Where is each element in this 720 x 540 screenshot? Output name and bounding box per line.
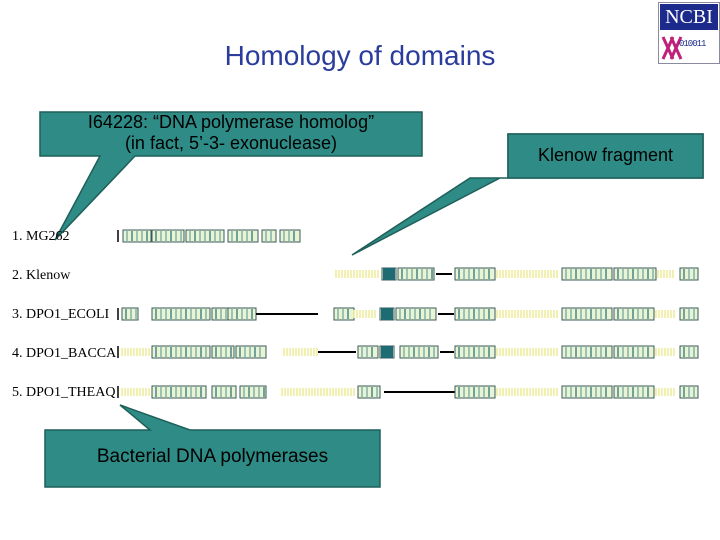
ncbi-logo-text: NCBI xyxy=(660,4,718,30)
domain-block xyxy=(398,268,434,280)
row-label-dpo1-bacca: 4. DPO1_BACCA xyxy=(12,346,117,361)
domain-block xyxy=(562,346,612,358)
callout-i64228-line1: I64228: “DNA polymerase homolog” xyxy=(87,112,375,132)
domain-block xyxy=(614,268,656,280)
domain-block xyxy=(262,230,276,242)
domain-block xyxy=(358,346,378,358)
ncbi-logo-binary: 010011 xyxy=(679,39,706,49)
domain-block xyxy=(562,308,612,320)
slide-title: Homology of domains xyxy=(224,40,496,71)
row-label-mg262: 1. MG262 xyxy=(12,229,70,244)
row-label-dpo1-ecoli: 3. DPO1_ECOLI xyxy=(12,307,110,322)
dark-domain xyxy=(381,346,393,358)
row-label-dpo1-theaq: 5. DPO1_THEAQ xyxy=(12,385,116,400)
callout-bacterial-text: Bacterial DNA polymerases xyxy=(96,446,329,467)
domain-block xyxy=(562,386,612,398)
dark-domain xyxy=(383,268,395,280)
dark-domain xyxy=(381,308,393,320)
domain-block xyxy=(562,268,612,280)
domain-block xyxy=(152,230,184,242)
callout-klenow-text: Klenow fragment xyxy=(537,145,674,165)
domain-block xyxy=(334,308,354,320)
row-label-klenow: 2. Klenow xyxy=(12,268,71,283)
domain-block xyxy=(152,386,206,398)
callout-i64228-line2: (in fact, 5’-3- exonuclease) xyxy=(124,133,338,153)
domain-block xyxy=(280,230,300,242)
callout-i64228-text xyxy=(40,112,422,154)
